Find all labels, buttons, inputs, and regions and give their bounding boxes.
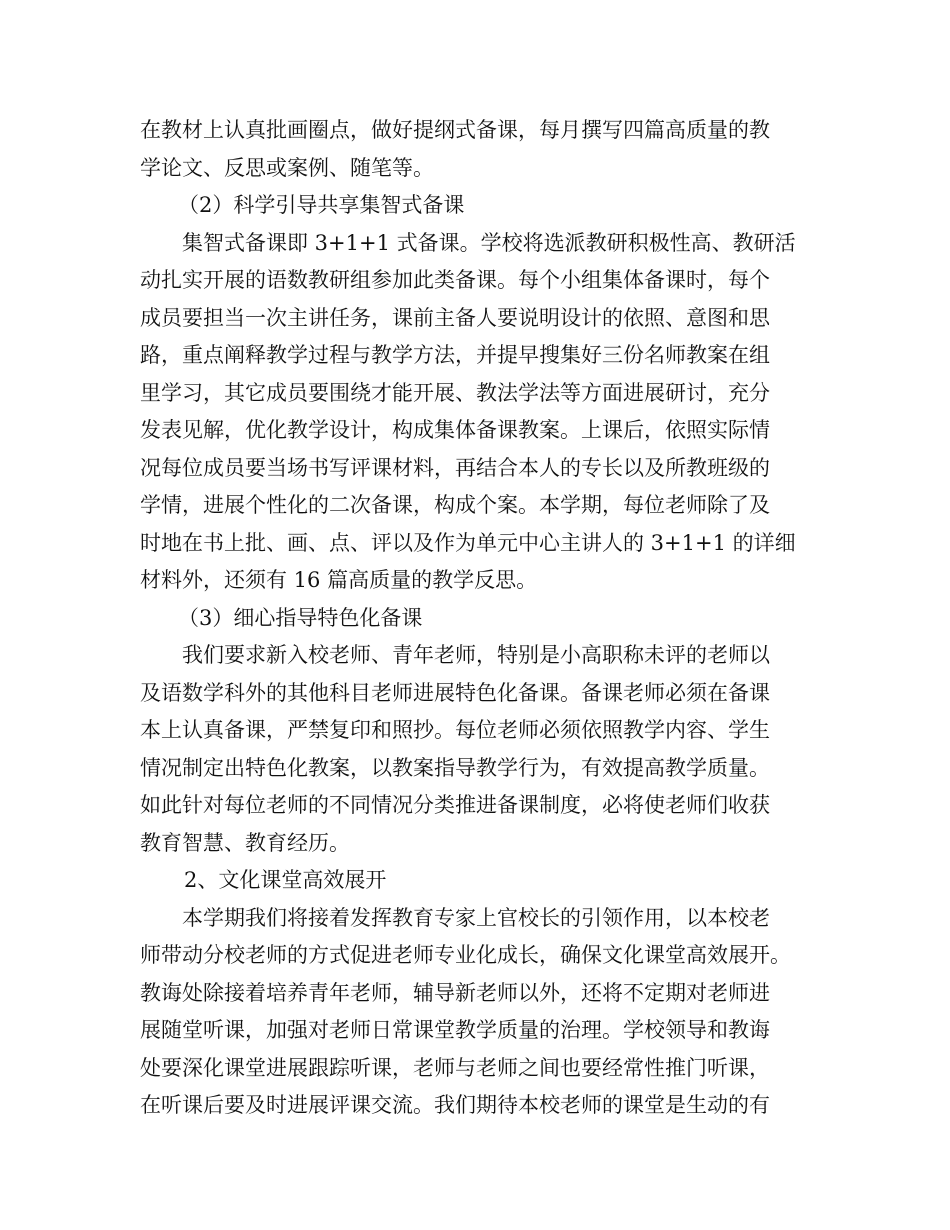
subsection-heading: （3）细心指导特色化备课 [178,605,423,630]
paragraph-line: 里学习，其它成员要围绕才能开展、教法学法等方面进展研讨，充分 [140,380,770,405]
paragraph-line: 及语数学科外的其他科目老师进展特色化备课。备课老师必须在备课 [140,680,770,705]
paragraph-line: 在教材上认真批画圈点，做好提纲式备课，每月撰写四篇高质量的教 [140,118,770,142]
paragraph-line: 集智式备课即 3+1+1 式备课。学校将选派教研积极性高、教研活 [182,230,796,255]
paragraph-line: 教育智慧、教育经历。 [140,830,350,855]
paragraph-line: 本学期我们将接着发挥教育专家上官校长的引领作用，以本校老 [182,905,770,930]
paragraph-line: 在听课后要及时进展评课交流。我们期待本校老师的课堂是生动的有 [140,1093,770,1117]
paragraph-line: 发表见解，优化教学设计，构成集体备课教案。上课后，依照实际情 [140,418,770,442]
paragraph-line: 处要深化课堂进展跟踪听课，老师与老师之间也要经常性推门听课， [140,1055,770,1080]
subsection-heading: （2）科学引导共享集智式备课 [178,193,465,217]
paragraph-line: 况每位成员要当场书写评课材料，再结合本人的专长以及所教班级的 [140,455,770,480]
paragraph-line: 情况制定出特色化教案，以教案指导教学行为，有效提高教学质量。 [140,755,770,780]
paragraph-line: 我们要求新入校老师、青年老师，特别是小高职称未评的老师以 [182,643,770,667]
section-heading: 2、文化课堂高效展开 [184,868,387,892]
paragraph-line: 本上认真备课，严禁复印和照抄。每位老师必须依照教学内容、学生 [140,718,770,742]
paragraph-line: 成员要担当一次主讲任务，课前主备人要说明设计的依照、意图和思 [140,305,770,330]
paragraph-line: 如此针对每位老师的不同情况分类推进备课制度，必将使老师们收获 [140,793,770,817]
paragraph-line: 教诲处除接着培养青年老师，辅导新老师以外，还将不定期对老师进 [140,980,770,1005]
paragraph-line: 学论文、反思或案例、随笔等。 [140,155,434,180]
paragraph-line: 展随堂听课，加强对老师日常课堂教学质量的治理。学校领导和教诲 [140,1018,770,1042]
paragraph-line: 时地在书上批、画、点、评以及作为单元中心主讲人的 3+1+1 的详细 [140,530,796,555]
paragraph-line: 路，重点阐释教学过程与教学方法，并提早搜集好三份名师教案在组 [140,343,770,367]
document-body [140,112,820,1125]
paragraph-line: 动扎实开展的语数教研组参加此类备课。每个小组集体备课时，每个 [140,268,770,292]
paragraph-line: 材料外，还须有 16 篇高质量的教学反思。 [140,568,538,592]
paragraph-line: 学情，进展个性化的二次备课，构成个案。本学期，每位老师除了及 [140,493,770,517]
paragraph-line: 师带动分校老师的方式促进老师专业化成长，确保文化课堂高效展开。 [140,943,791,967]
